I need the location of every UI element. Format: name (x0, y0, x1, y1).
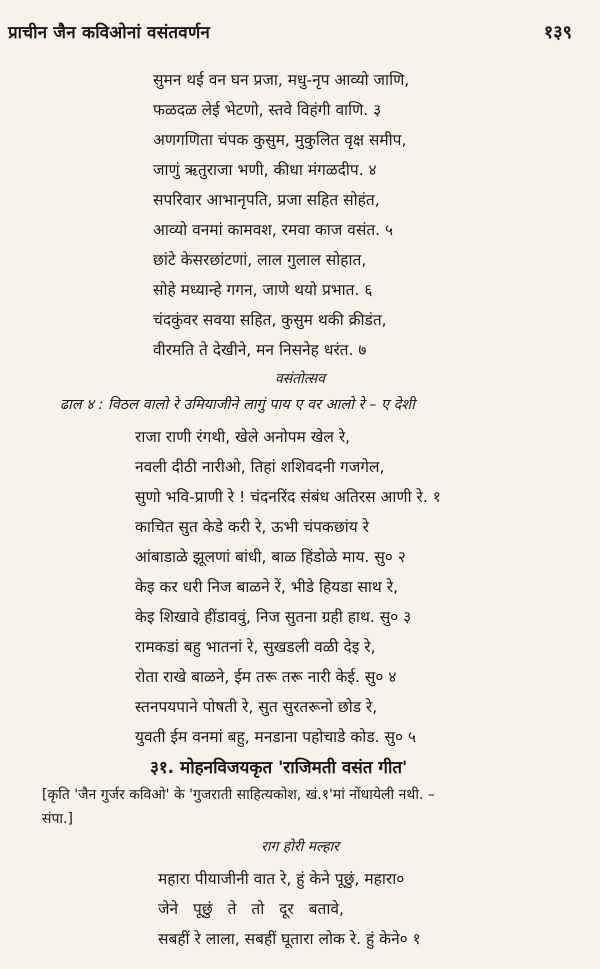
verse-line: वीरमति ते देखीने, मन निसनेह धरंत. ७ (153, 341, 367, 359)
section-label: वसंतोत्सव (274, 371, 326, 387)
verse-line: जेने पूछुं ते तो दूर बतावे, (158, 900, 344, 918)
verse-line: चंदकुंवर सवया सहित, कुसुम थकी क्रीडंत, (153, 311, 387, 329)
raga-label: राग होरी मल्हार (261, 839, 339, 855)
verse-line: अणगणिता चंपक कुसुम, मुकुलित वृक्ष समीप, (153, 131, 407, 149)
dhal-line: ढाल ४ : विठल वालो रे उमियाजीने लागुं पाय ए वर आलो रे – ए देशी (60, 397, 415, 413)
verse-line: छांटे केसरछांटणां, लाल गुलाल सोहात, (153, 251, 367, 269)
verse-line: जाणुं ऋतुराजा भणी, कीधा मंगळदीप. ४ (153, 161, 377, 179)
verse-line: केइ कर धरी निज बाळने रें, भीडे हियडा साथ रे, (135, 578, 399, 596)
verse-line: सुणो भवि-प्राणी रे ! चंदनरिंद संबंध अतिरस आणी रे. १ (135, 488, 441, 506)
running-title: प्राचीन जैन कविओनां वसंतवर्णन (8, 23, 211, 43)
verse-line: सपरिवार आभानृपति, प्रजा सहित सोहंत, (153, 191, 380, 209)
page-header (8, 20, 572, 44)
editor-note: [कृति 'जैन गुर्जर कविओ' के 'गुजराती साहित्यकोश, खं.१'मां नोंधायेली नथी. – (42, 787, 435, 803)
verse-line: युवती ईम वनमां बहु, मनडाना पहोचाडे कोड. सु० ५ (135, 728, 416, 746)
verse-line: फळदळ लेई भेटणो, स्तवे विहंगी वाणि. ३ (153, 101, 382, 119)
editor-note-end: संपा.] (42, 811, 73, 827)
verse-line: आंबाडाळे झूलणां बांधी, बाळ हिंडोळे माय. सु० २ (135, 548, 406, 566)
verse-line: नवली दीठी नारीओ, तिहां शशिवदनी गजगेल, (135, 458, 385, 476)
section-title: ३१. मोहनविजयकृत 'राजिमती वसंत गीत' (150, 758, 408, 778)
verse-line: सबहीं रे लाला, सबहीं घूतारा लोक रे. हुं केने० १ (158, 930, 421, 948)
verse-line: महारा पीयाजीनी वात रे, हुं केने पूछुं, महारा० (158, 870, 405, 888)
verse-line: केइ शिखावे हींडाववुं, निज सुतना ग्रही हाथ. सु० ३ (135, 608, 412, 626)
verse-line: रोता राखे बाळने, ईम तरू तरू नारी केई. सु० ४ (135, 668, 397, 686)
verse-line: सोहे मध्यान्हे गगन, जाणे थयो प्रभात. ६ (153, 281, 373, 299)
page-number: १३९ (543, 22, 572, 43)
verse-line: राजा राणी रंगथी, खेले अनोपम खेल रे, (135, 428, 351, 446)
verse-line: आव्यो वनमां कामवश, रमवा काज वसंत. ५ (153, 221, 394, 239)
verse-line: सुमन थई वन घन प्रजा, मधु-नृप आव्यो जाणि, (153, 71, 410, 89)
verse-line: काचित सुत केडे करी रे, ऊभी चंपकछांय रे (135, 518, 369, 536)
verse-line: रामकडां बहु भातनां रे, सुखडली वळी देइ रे, (135, 638, 376, 656)
verse-line: स्तनपयपाने पोषती रे, सुत सुरतरूनो छोड रे, (135, 698, 378, 716)
